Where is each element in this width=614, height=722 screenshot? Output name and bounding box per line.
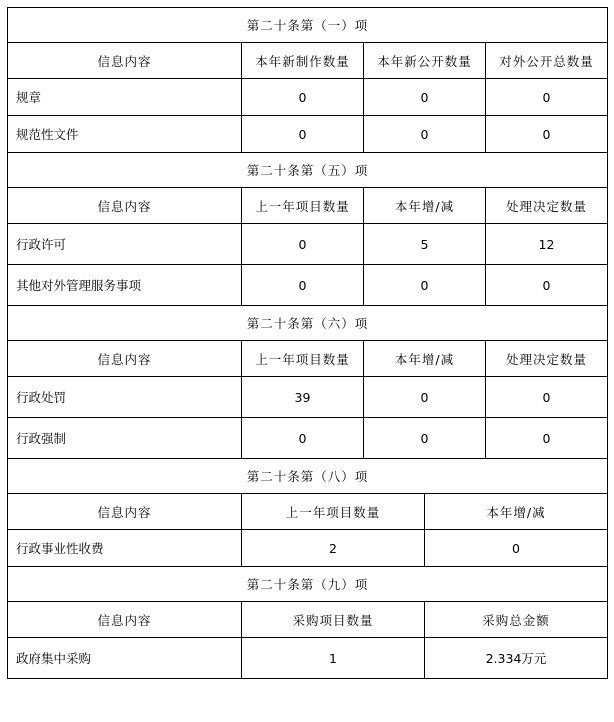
- column-header: 处理决定数量: [486, 341, 608, 377]
- cell-value: 0: [364, 79, 486, 116]
- column-header: 本年增/减: [364, 341, 486, 377]
- cell-value: 0: [364, 116, 486, 153]
- column-header: 处理决定数量: [486, 188, 608, 224]
- cell-value: 0: [486, 79, 608, 116]
- section-title: 第二十条第（九）项: [8, 567, 608, 602]
- row-label: 行政处罚: [8, 377, 242, 418]
- table-row: [8, 638, 608, 679]
- column-header: 对外公开总数量: [486, 43, 608, 79]
- cell-value: 0: [364, 377, 486, 418]
- section-title: 第二十条第（六）项: [8, 306, 608, 341]
- row-label: 其他对外管理服务事项: [8, 265, 242, 306]
- table-row: [8, 224, 608, 265]
- section-title: 第二十条第（一）项: [8, 8, 608, 43]
- row-label: 政府集中采购: [8, 638, 242, 679]
- table-row: [8, 79, 608, 116]
- disclosure-table: [7, 7, 608, 679]
- column-header: 本年增/减: [364, 188, 486, 224]
- cell-value: 0: [242, 224, 364, 265]
- section-title: 第二十条第（八）项: [8, 459, 608, 494]
- header-row: [8, 341, 608, 377]
- column-header: 信息内容: [8, 188, 242, 224]
- column-header: 信息内容: [8, 341, 242, 377]
- column-header: 信息内容: [8, 43, 242, 79]
- row-label: 行政事业性收费: [8, 530, 242, 567]
- cell-value: 0: [364, 418, 486, 459]
- header-row: [8, 188, 608, 224]
- cell-value: 0: [486, 418, 608, 459]
- cell-value: 0: [242, 265, 364, 306]
- cell-value: 12: [486, 224, 608, 265]
- column-header: 采购总金额: [425, 602, 608, 638]
- row-label: 规范性文件: [8, 116, 242, 153]
- table-row: [8, 377, 608, 418]
- cell-value: 0: [486, 377, 608, 418]
- cell-value: 0: [242, 79, 364, 116]
- cell-value: 0: [242, 116, 364, 153]
- header-row: [8, 43, 608, 79]
- column-header: 本年增/减: [425, 494, 608, 530]
- column-header: 信息内容: [8, 494, 242, 530]
- row-label: 规章: [8, 79, 242, 116]
- disclosure-table-sheet: [7, 7, 608, 679]
- cell-value: 0: [364, 265, 486, 306]
- cell-value: 0: [242, 418, 364, 459]
- header-row: [8, 494, 608, 530]
- column-header: 上一年项目数量: [242, 341, 364, 377]
- row-label: 行政强制: [8, 418, 242, 459]
- section-title-row: [8, 459, 608, 494]
- section-title-row: [8, 567, 608, 602]
- section-title-row: [8, 8, 608, 43]
- cell-value: 39: [242, 377, 364, 418]
- cell-value: 0: [486, 265, 608, 306]
- cell-value: 0: [425, 530, 608, 567]
- section-title-row: [8, 306, 608, 341]
- cell-value: 2.334万元: [425, 638, 608, 679]
- column-header: 上一年项目数量: [242, 188, 364, 224]
- section-title: 第二十条第（五）项: [8, 153, 608, 188]
- row-label: 行政许可: [8, 224, 242, 265]
- cell-value: 1: [242, 638, 425, 679]
- table-row: [8, 418, 608, 459]
- cell-value: 0: [486, 116, 608, 153]
- table-row: [8, 265, 608, 306]
- column-header: 本年新制作数量: [242, 43, 364, 79]
- column-header: 采购项目数量: [242, 602, 425, 638]
- table-row: [8, 116, 608, 153]
- header-row: [8, 602, 608, 638]
- column-header: 本年新公开数量: [364, 43, 486, 79]
- column-header: 信息内容: [8, 602, 242, 638]
- section-title-row: [8, 153, 608, 188]
- table-row: [8, 530, 608, 567]
- cell-value: 2: [242, 530, 425, 567]
- column-header: 上一年项目数量: [242, 494, 425, 530]
- cell-value: 5: [364, 224, 486, 265]
